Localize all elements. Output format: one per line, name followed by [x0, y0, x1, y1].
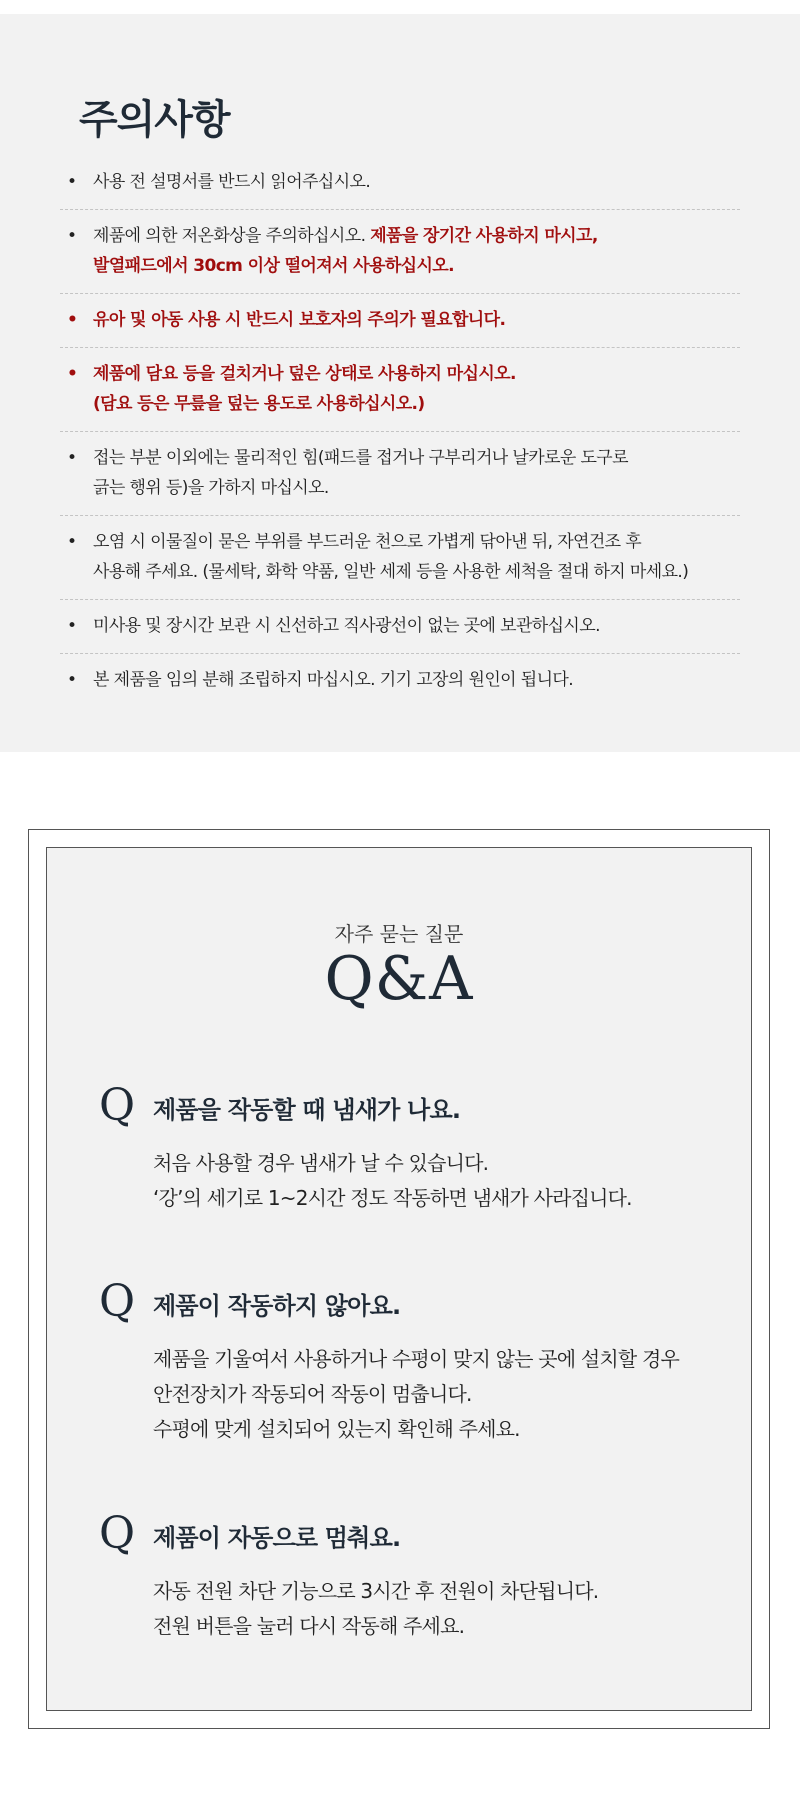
caution-text: 제품에 의한 저온화상을 주의하십시오. — [93, 226, 366, 246]
question-text: 제품이 작동하지 않아요. — [153, 1292, 401, 1320]
caution-text: 사용 전 설명서를 반드시 읽어주십시오. — [93, 172, 371, 192]
q-mark: Q — [99, 1276, 136, 1327]
qa-title: Q&A — [324, 944, 474, 1014]
bullet-icon: • — [67, 172, 77, 192]
caution-text: 긁는 행위 등)을 가하지 마십시오. — [93, 478, 329, 498]
caution-warning-text: 유아 및 아동 사용 시 반드시 보호자의 주의가 필요합니다. — [93, 310, 506, 330]
qa-subtitle: 자주 묻는 질문 — [334, 922, 464, 946]
bullet-icon: • — [67, 226, 77, 246]
caution-text: 오염 시 이물질이 묻은 부위를 부드러운 천으로 가볍게 닦아낸 뒤, 자연건조 후 — [93, 532, 642, 552]
caution-item — [60, 156, 740, 210]
caution-warning-text: 제품을 장기간 사용하지 마시고, — [370, 226, 598, 246]
answer-line: 처음 사용할 경우 냄새가 날 수 있습니다. — [153, 1151, 489, 1175]
bullet-icon: • — [67, 670, 77, 690]
caution-text: 미사용 및 장시간 보관 시 신선하고 직사광선이 없는 곳에 보관하십시오. — [93, 616, 600, 636]
answer-line: 안전장치가 작동되어 작동이 멈춥니다. — [153, 1382, 472, 1406]
question-text: 제품을 작동할 때 냄새가 나요. — [153, 1096, 461, 1124]
caution-item — [60, 432, 740, 516]
answer-line: 수평에 맞게 설치되어 있는지 확인해 주세요. — [153, 1417, 520, 1441]
bullet-icon: • — [67, 532, 77, 552]
caution-text: 본 제품을 임의 분해 조립하지 마십시오. 기기 고장의 원인이 됩니다. — [93, 670, 574, 690]
caution-item — [60, 348, 740, 432]
caution-item — [60, 600, 740, 654]
caution-warning-text: 발열패드에서 30cm 이상 떨어져서 사용하십시오. — [93, 256, 454, 276]
caution-item — [60, 294, 740, 348]
caution-item — [60, 654, 740, 707]
answer-line: ‘강’의 세기로 1~2시간 정도 작동하면 냄새가 사라집니다. — [153, 1186, 632, 1210]
qa-panel — [46, 847, 752, 1711]
question-text: 제품이 자동으로 멈춰요. — [153, 1524, 401, 1552]
bullet-icon: • — [67, 448, 77, 468]
bullet-icon: • — [67, 310, 78, 330]
caution-item — [60, 210, 740, 294]
answer-line: 제품을 기울여서 사용하거나 수평이 맞지 않는 곳에 설치할 경우 — [153, 1347, 679, 1371]
caution-list — [60, 156, 740, 707]
caution-text: 접는 부분 이외에는 물리적인 힘(패드를 접거나 구부리거나 날카로운 도구로 — [93, 448, 628, 468]
answer-text — [153, 1146, 723, 1216]
qa-section — [28, 829, 770, 1729]
bullet-icon: • — [67, 364, 78, 384]
answer-line: 전원 버튼을 눌러 다시 작동해 주세요. — [153, 1614, 465, 1638]
answer-text — [153, 1574, 723, 1644]
bullet-icon: • — [67, 616, 77, 636]
caution-title: 주의사항 — [79, 97, 230, 143]
caution-section — [0, 14, 800, 752]
q-mark: Q — [99, 1080, 136, 1131]
caution-warning-text: 제품에 담요 등을 걸치거나 덮은 상태로 사용하지 마십시오. — [93, 364, 516, 384]
caution-item — [60, 516, 740, 600]
answer-text — [153, 1342, 723, 1447]
caution-text: 사용해 주세요. (물세탁, 화학 약품, 일반 세제 등을 사용한 세척을 절대 하지 마세요.) — [93, 562, 689, 582]
answer-line: 자동 전원 차단 기능으로 3시간 후 전원이 차단됩니다. — [153, 1579, 599, 1603]
caution-warning-text: (담요 등은 무릎을 덮는 용도로 사용하십시오.) — [93, 394, 425, 414]
q-mark: Q — [99, 1508, 136, 1559]
